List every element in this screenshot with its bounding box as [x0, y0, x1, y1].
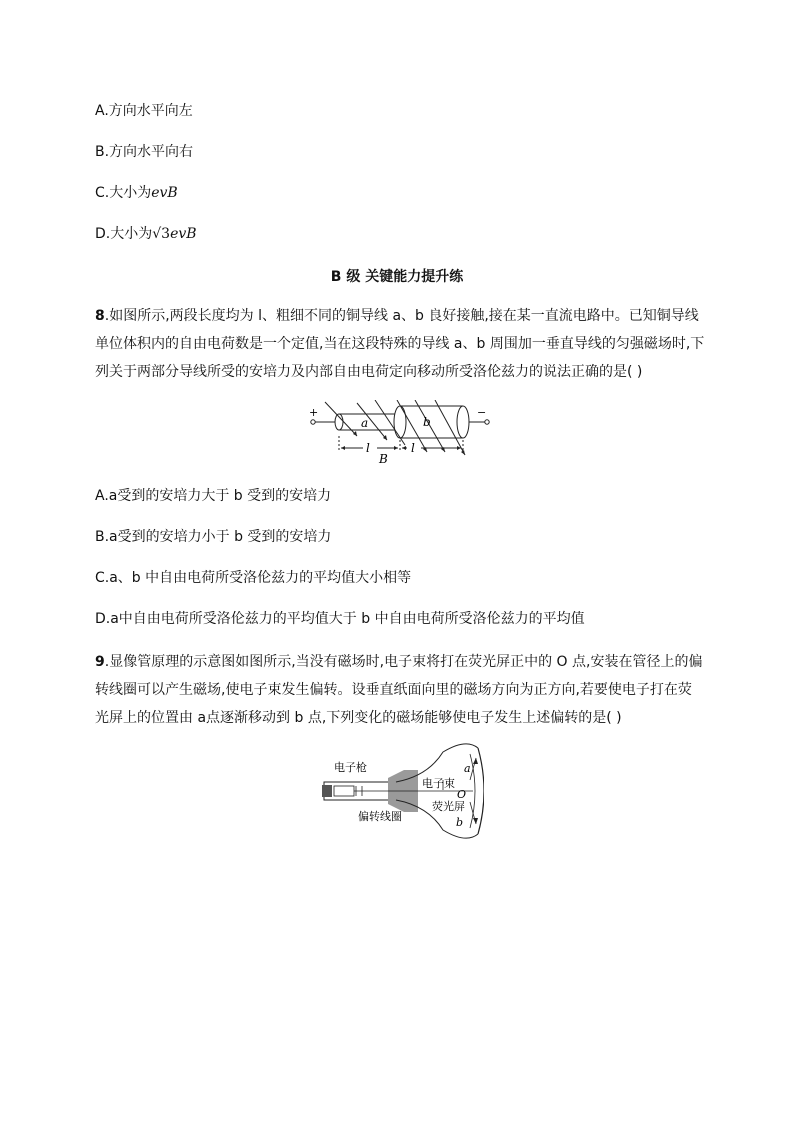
q9-number: 9 [95, 654, 105, 670]
q8-number: 8 [95, 308, 105, 324]
q8-figure-label-b-field: B [379, 452, 388, 466]
q8-figure-label-l1: l [366, 441, 370, 455]
q8-figure-plus: + [309, 406, 319, 419]
q7-option-b: B.方向水平向右 [95, 144, 194, 160]
q9-figure-crt [318, 740, 484, 840]
q9-figure-label-screen: 荧光屏 [432, 800, 465, 813]
q9-stem-line1 [95, 648, 707, 676]
q9-figure-label-beam: 电子束 [422, 777, 455, 790]
q8-stem-line2: 单位体积内的自由电荷数是一个定值,当在这段特殊的导线 a、b 周围加一垂直导线的匀强磁场时,下 [95, 336, 705, 352]
q8-option-a: A.a受到的安培力大于 b 受到的安培力 [95, 488, 332, 504]
q7-option-d-math: evB [170, 226, 197, 242]
q9-stem-line2: 转线圈可以产生磁场,使电子束发生偏转。设垂直纸面向里的磁场方向为正方向,若要使电子打在荧 [95, 682, 692, 698]
q8-option-b: B.a受到的安培力小于 b 受到的安培力 [95, 529, 332, 545]
q9-stem [95, 648, 707, 732]
q8-figure-label-l2: l [411, 441, 415, 455]
q7-option-d [95, 224, 197, 244]
q9-figure-label-b: b [456, 816, 464, 829]
q9-stem-text1: .显像管原理的示意图如图所示,当没有磁场时,电子束将打在荧光屏正中的 O 点,安装在管径上的偏 [104, 654, 703, 670]
q7-option-c-math: evB [151, 185, 178, 201]
q8-option-d: D.a中自由电荷所受洛伦兹力的平均值大于 b 中自由电荷所受洛伦兹力的平均值 [95, 611, 585, 627]
q8-figure-minus: − [477, 406, 487, 419]
q9-figure-label-coil: 偏转线圈 [358, 810, 402, 823]
q9-figure-label-gun: 电子枪 [334, 761, 367, 774]
q9-figure-label-o: O [457, 788, 467, 801]
q7-option-c [95, 183, 178, 203]
q8-option-c: C.a、b 中自由电荷所受洛伦兹力的平均值大小相等 [95, 570, 412, 586]
q7-option-d-prefix: D.大小为 [95, 226, 153, 242]
q8-figure-copper-wires [305, 400, 495, 466]
q7-option-d-root: √3 [152, 226, 171, 242]
q7-option-a: A.方向水平向左 [95, 103, 193, 119]
q8-stem-line1 [95, 302, 707, 330]
section-title: B 级 关键能力提升练 [330, 269, 464, 285]
q8-stem-line3: 列关于两部分导线所受的安培力及内部自由电荷定向移动所受洛伦兹力的说法正确的是( ) [95, 364, 643, 380]
q8-figure-label-b: b [423, 415, 431, 429]
q8-stem [95, 302, 707, 386]
q8-figure-label-a: a [361, 416, 369, 430]
q8-stem-text1: .如图所示,两段长度均为 l、粗细不同的铜导线 a、b 良好接触,接在某一直流电路中。已知铜导线 [104, 308, 699, 324]
q9-figure-label-a: a [464, 762, 471, 775]
q7-option-c-prefix: C.大小为 [95, 185, 152, 201]
q9-stem-line3: 光屏上的位置由 a点逐渐移动到 b 点,下列变化的磁场能够使电子发生上述偏转的是( ) [95, 710, 622, 726]
